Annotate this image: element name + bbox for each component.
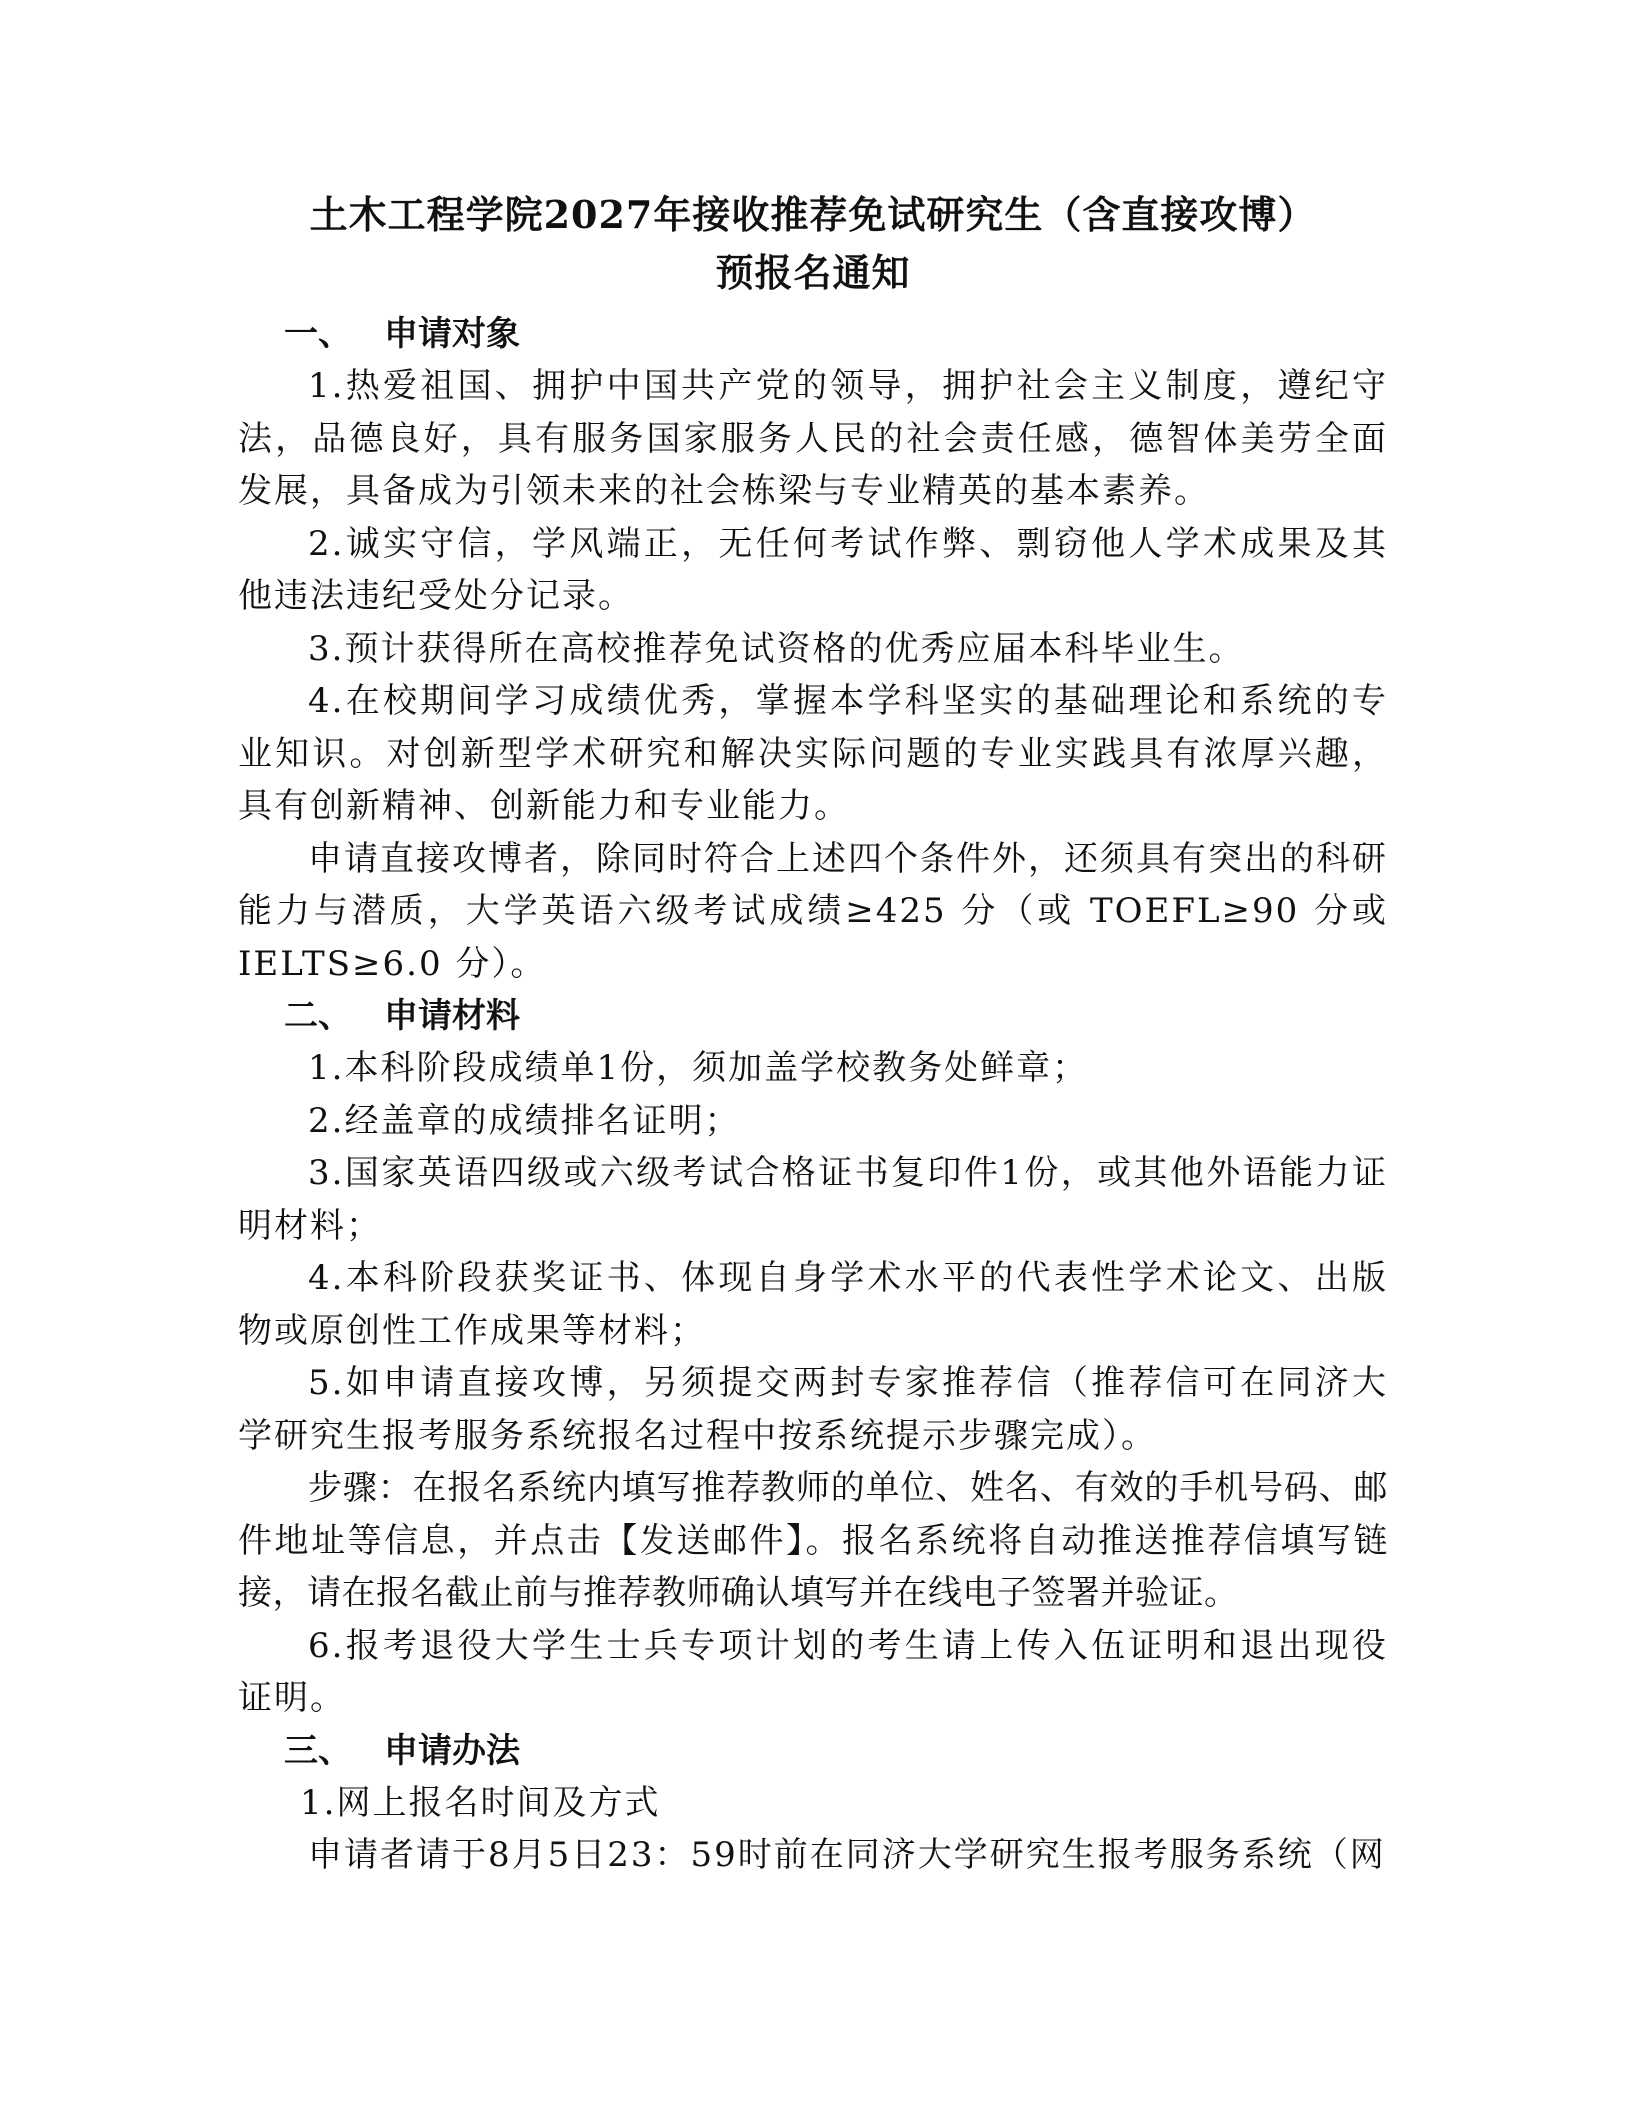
paragraph: 6.报考退役大学生士兵专项计划的考生请上传入伍证明和退出现役证明。: [238, 1625, 1388, 1718]
paragraph: 1.本科阶段成绩单1份，须加盖学校教务处鲜章；: [308, 1048, 1089, 1088]
document-page: [238, 186, 1388, 1882]
paragraph: 5.如申请直接攻博，另须提交两封专家推荐信（推荐信可在同济大学研究生报考服务系统报名过程中按系统提示步骤完成）。: [238, 1363, 1388, 1456]
paragraph: 4.在校期间学习成绩优秀，掌握本学科坚实的基础理论和系统的专业知识。对创新型学术研究和解决实际问题的专业实践具有浓厚兴趣，具有创新精神、创新能力和专业能力。: [238, 681, 1388, 826]
document-title-line2: 预报名通知: [715, 250, 911, 295]
paragraph: 1.网上报名时间及方式: [300, 1782, 661, 1823]
section-heading-2: [238, 990, 1388, 1042]
section-heading-3: [238, 1725, 1388, 1777]
section-title: 申请对象: [384, 314, 520, 354]
paragraph: 1.热爱祖国、拥护中国共产党的领导，拥护社会主义制度，遵纪守法，品德良好，具有服务国家服务人民的社会责任感，德智体美劳全面发展，具备成为引领未来的社会栋梁与专业精英的基本素养。: [238, 366, 1388, 511]
section-title: 申请办法: [384, 1730, 520, 1771]
paragraph: 3.预计获得所在高校推荐免试资格的优秀应届本科毕业生。: [308, 628, 1245, 669]
paragraph: 4.本科阶段获奖证书、体现自身学术水平的代表性学术论文、出版物或原创性工作成果等材料；: [238, 1258, 1388, 1351]
document-title-line1: 土木工程学院2027年接收推荐免试研究生（含直接攻博）: [309, 192, 1317, 237]
paragraph: 3.国家英语四级或六级考试合格证书复印件1份，或其他外语能力证明材料；: [238, 1153, 1388, 1246]
section-number: 一、: [284, 314, 352, 354]
paragraph: 2.经盖章的成绩排名证明；: [308, 1100, 741, 1141]
paragraph: 步骤：在报名系统内填写推荐教师的单位、姓名、有效的手机号码、邮件地址等信息，并点击【发送邮件】。报名系统将自动推送推荐信填写链接，请在报名截止前与推荐教师确认填写并在线电子签署并验证。: [238, 1468, 1388, 1613]
paragraph: 2.诚实守信，学风端正，无任何考试作弊、剽窃他人学术成果及其他违法违纪受处分记录。: [238, 523, 1388, 616]
section-title: 申请材料: [384, 996, 520, 1036]
paragraph: 申请者请于8月5日23：59时前在同济大学研究生报考服务系统（网: [308, 1835, 1386, 1875]
section-number: 三、: [284, 1730, 352, 1771]
paragraph: 申请直接攻博者，除同时符合上述四个条件外，还须具有突出的科研能力与潜质，大学英语六级考试成绩≥425 分（或 TOEFL≥90 分或IELTS≥6.0 分）。: [238, 838, 1388, 984]
section-number: 二、: [284, 996, 352, 1036]
section-heading-1: [238, 308, 1388, 360]
